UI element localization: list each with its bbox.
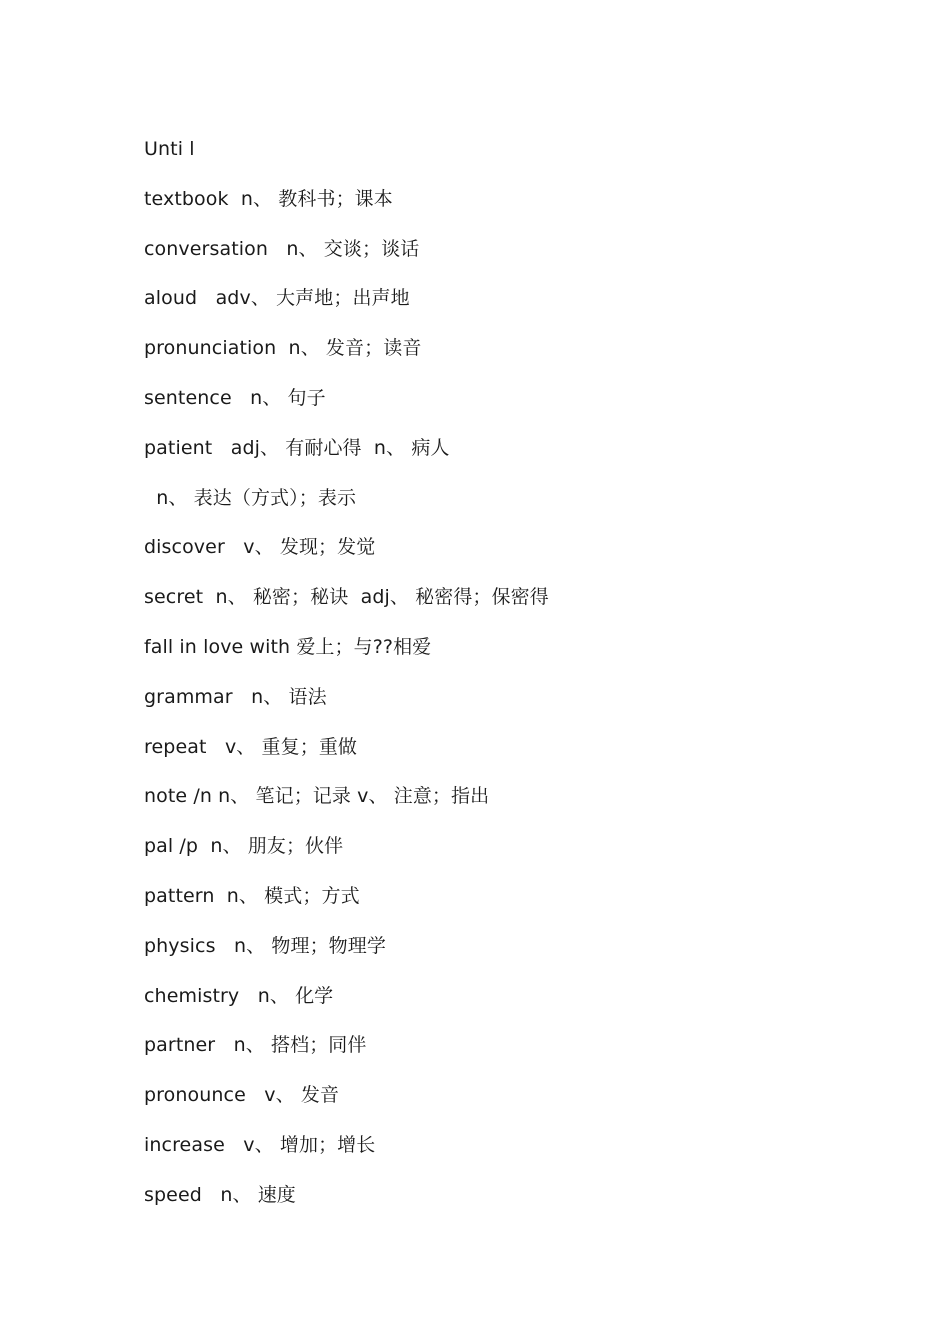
vocab-entry-repeat: repeat v、 重复；重做 [144,735,358,758]
vocab-entry-pal: pal /p n、 朋友；伙伴 [144,835,344,858]
vocab-entry-conversation: conversation n、 交谈；谈话 [144,237,420,260]
vocab-entry-physics: physics n、 物理；物理学 [144,934,386,957]
vocab-entry-discover: discover v、 发现；发觉 [144,536,376,559]
vocab-entry-textbook: textbook n、 教科书；课本 [144,187,393,210]
vocab-entry-secret: secret n、 秘密；秘诀 adj、 秘密得；保密得 [144,586,549,609]
vocab-entry-patient: patient adj、 有耐心得 n、 病人 [144,436,450,459]
vocab-entry-pronunciation: pronunciation n、 发音；读音 [144,337,422,360]
vocab-entry-increase: increase v、 增加；增长 [144,1133,376,1156]
vocabulary-list [144,136,844,1232]
vocab-entry-grammar: grammar n、 语法 [144,685,327,708]
vocab-entry-sentence: sentence n、 句子 [144,386,326,409]
vocab-entry-note: note /n n、 笔记；记录 v、 注意；指出 [144,785,490,808]
vocab-entry-partner: partner n、 搭档；同伴 [144,1034,367,1057]
vocab-entry-pronounce: pronounce v、 发音 [144,1084,340,1107]
vocab-entry-chemistry: chemistry n、 化学 [144,984,334,1007]
vocab-entry-pattern: pattern n、 模式；方式 [144,884,360,907]
vocab-entry-expression: n、 表达（方式）；表示 [144,486,357,509]
unit-heading: Unti l [144,138,195,160]
vocab-entry-speed: speed n、 速度 [144,1183,296,1206]
vocab-entry-aloud: aloud adv、 大声地；出声地 [144,287,410,310]
vocab-entry-fall-in-love-with: fall in love with 爱上；与??相爱 [144,635,432,658]
